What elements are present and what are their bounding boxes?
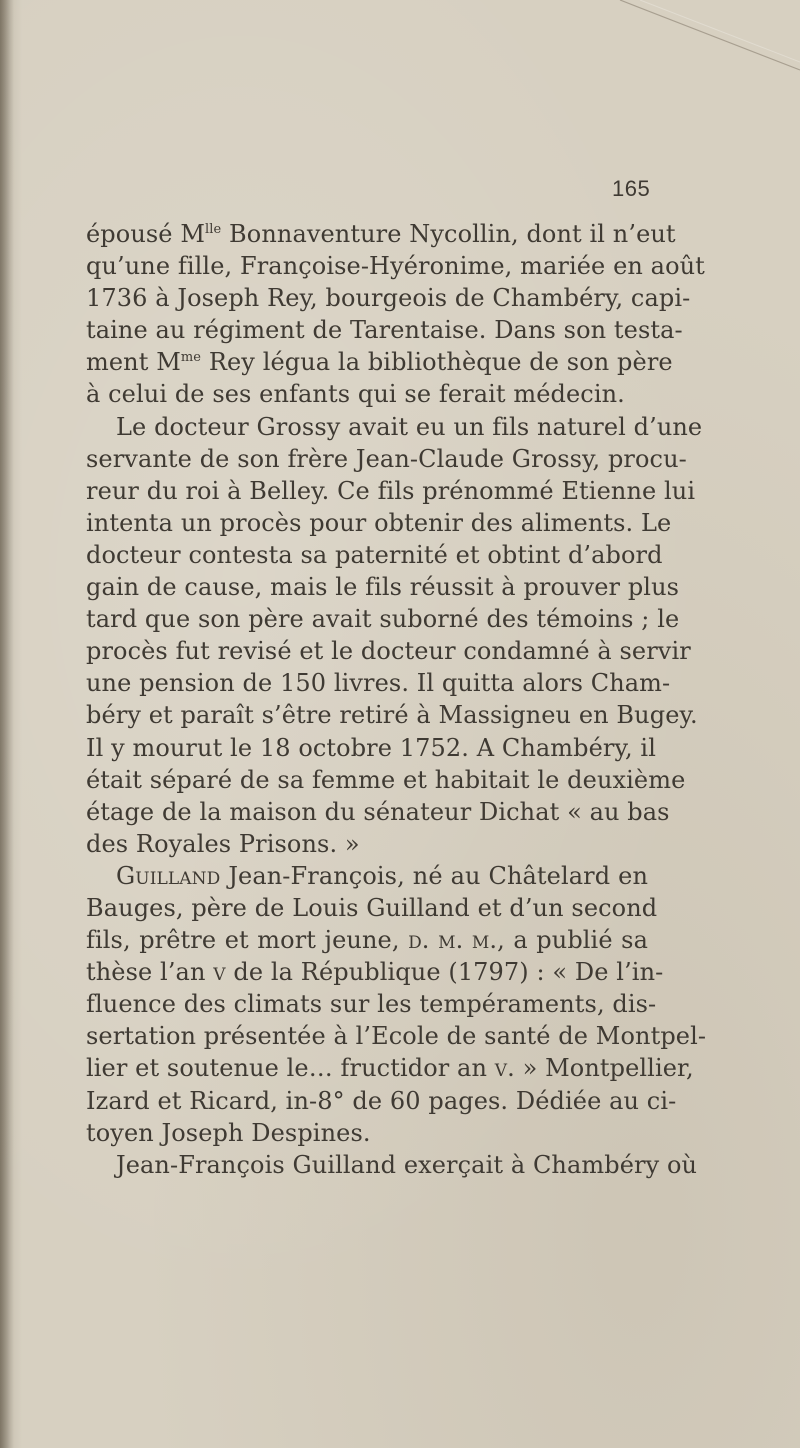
- text-run: épousé M: [86, 220, 205, 248]
- small-caps-text: v: [213, 958, 226, 987]
- text-run: servante de son frère Jean-Claude Grossy, procu-: [86, 444, 687, 473]
- text-run: taine au régiment de Tarentaise. Dans son testa-: [86, 316, 683, 345]
- text-run: à celui de ses enfants qui se ferait médecin.: [86, 380, 625, 409]
- text-run: gain de cause, mais le fils réussit à prouver plus: [86, 573, 680, 602]
- text-run: Bonnaventure Nycollin, dont il n’eut: [221, 220, 676, 248]
- text-line: [86, 250, 705, 282]
- text-line: [86, 378, 648, 410]
- text-run: Bauges, père de Louis Guilland et d’un second: [86, 893, 658, 922]
- text-line: [86, 988, 657, 1020]
- text-run: reur du roi à Belley. Ce fils prénommé Etienne lui: [86, 476, 696, 505]
- text-run: fils, prêtre et mort jeune,: [86, 926, 409, 955]
- superscript: me: [180, 350, 202, 366]
- text-line: [86, 635, 691, 667]
- text-line: [86, 956, 664, 988]
- text-line: [86, 411, 703, 443]
- text-line: [86, 1149, 698, 1181]
- text-run: de la République (1797) : « De l’in-: [225, 958, 664, 987]
- text-run: était séparé de sa femme et habitait le deuxième: [86, 765, 686, 794]
- text-run: thèse l’an: [86, 958, 214, 987]
- text-line: [86, 1020, 707, 1052]
- text-line: [86, 1052, 694, 1084]
- text-line: [86, 314, 683, 346]
- text-run: docteur contesta sa paternité et obtint d’abord: [86, 540, 663, 569]
- text-line: [86, 924, 648, 956]
- text-run: . » Montpellier,: [507, 1054, 694, 1083]
- text-line: [86, 507, 672, 539]
- superscript: lle: [205, 222, 222, 237]
- text-run: 1736 à Joseph Rey, bourgeois de Chambéry, capi-: [86, 284, 691, 313]
- text-run: Rey légua la bibliothèque de son père: [201, 348, 673, 377]
- text-run: Jean-François Guilland exerçait à Chambéry où: [116, 1150, 698, 1179]
- text-run: une pension de 150 livres. Il quitta alors Cham-: [86, 669, 671, 698]
- text-line: [86, 699, 698, 731]
- text-line: [86, 571, 680, 603]
- text-line: [86, 346, 673, 378]
- text-line: [86, 218, 676, 250]
- text-line: [86, 282, 691, 314]
- text-run: Izard et Ricard, in-8° de 60 pages. Dédiée au ci-: [86, 1086, 677, 1115]
- text-run: intenta un procès pour obtenir des aliments. Le: [86, 508, 672, 537]
- text-run: des Royales Prisons. »: [86, 829, 360, 858]
- text-line: [86, 475, 696, 507]
- text-line: [86, 828, 648, 860]
- text-run: sertation présentée à l’Ecole de santé de Montpel-: [86, 1022, 707, 1051]
- page-spine-shadow: [0, 0, 14, 1448]
- page-corner-crease: [0, 0, 800, 90]
- small-caps-text: d. m. m.: [408, 926, 498, 955]
- page-number: 165: [612, 176, 651, 201]
- text-line: [86, 1117, 648, 1149]
- text-line: [86, 1085, 677, 1117]
- text-line: [86, 892, 658, 924]
- text-run: Le docteur Grossy avait eu un fils naturel d’une: [116, 412, 703, 441]
- text-line: [86, 667, 671, 699]
- text-run: tard que son père avait suborné des témoins ; le: [86, 605, 680, 634]
- text-run: lier et soutenue le… fructidor an: [86, 1054, 495, 1083]
- text-line: [86, 796, 670, 828]
- text-line: [86, 764, 686, 796]
- text-run: procès fut revisé et le docteur condamné à servir: [86, 637, 691, 666]
- text-line: [86, 603, 680, 635]
- text-run: toyen Joseph Despines.: [86, 1118, 371, 1147]
- text-line: [86, 539, 663, 571]
- text-line: [86, 443, 687, 475]
- text-run: Il y mourut le 18 octobre 1752. A Chambéry, il: [86, 733, 656, 762]
- text-line: [86, 860, 648, 892]
- text-run: étage de la maison du sénateur Dichat « au bas: [86, 797, 670, 826]
- text-line: [86, 732, 656, 764]
- text-run: béry et paraît s’être retiré à Massigneu en Bugey.: [86, 701, 698, 730]
- text-run: ment M: [86, 348, 181, 377]
- body-text: [86, 218, 707, 1181]
- small-caps-text: v: [494, 1054, 508, 1083]
- text-run: fluence des climats sur les tempéraments, dis-: [86, 990, 657, 1019]
- text-run: Jean-François, né au Châtelard en: [220, 861, 648, 890]
- text-run: qu’une fille, Françoise-Hyéronime, mariée en août: [86, 252, 705, 281]
- text-run: , a publié sa: [497, 926, 648, 955]
- small-caps-text: Guilland: [116, 861, 221, 890]
